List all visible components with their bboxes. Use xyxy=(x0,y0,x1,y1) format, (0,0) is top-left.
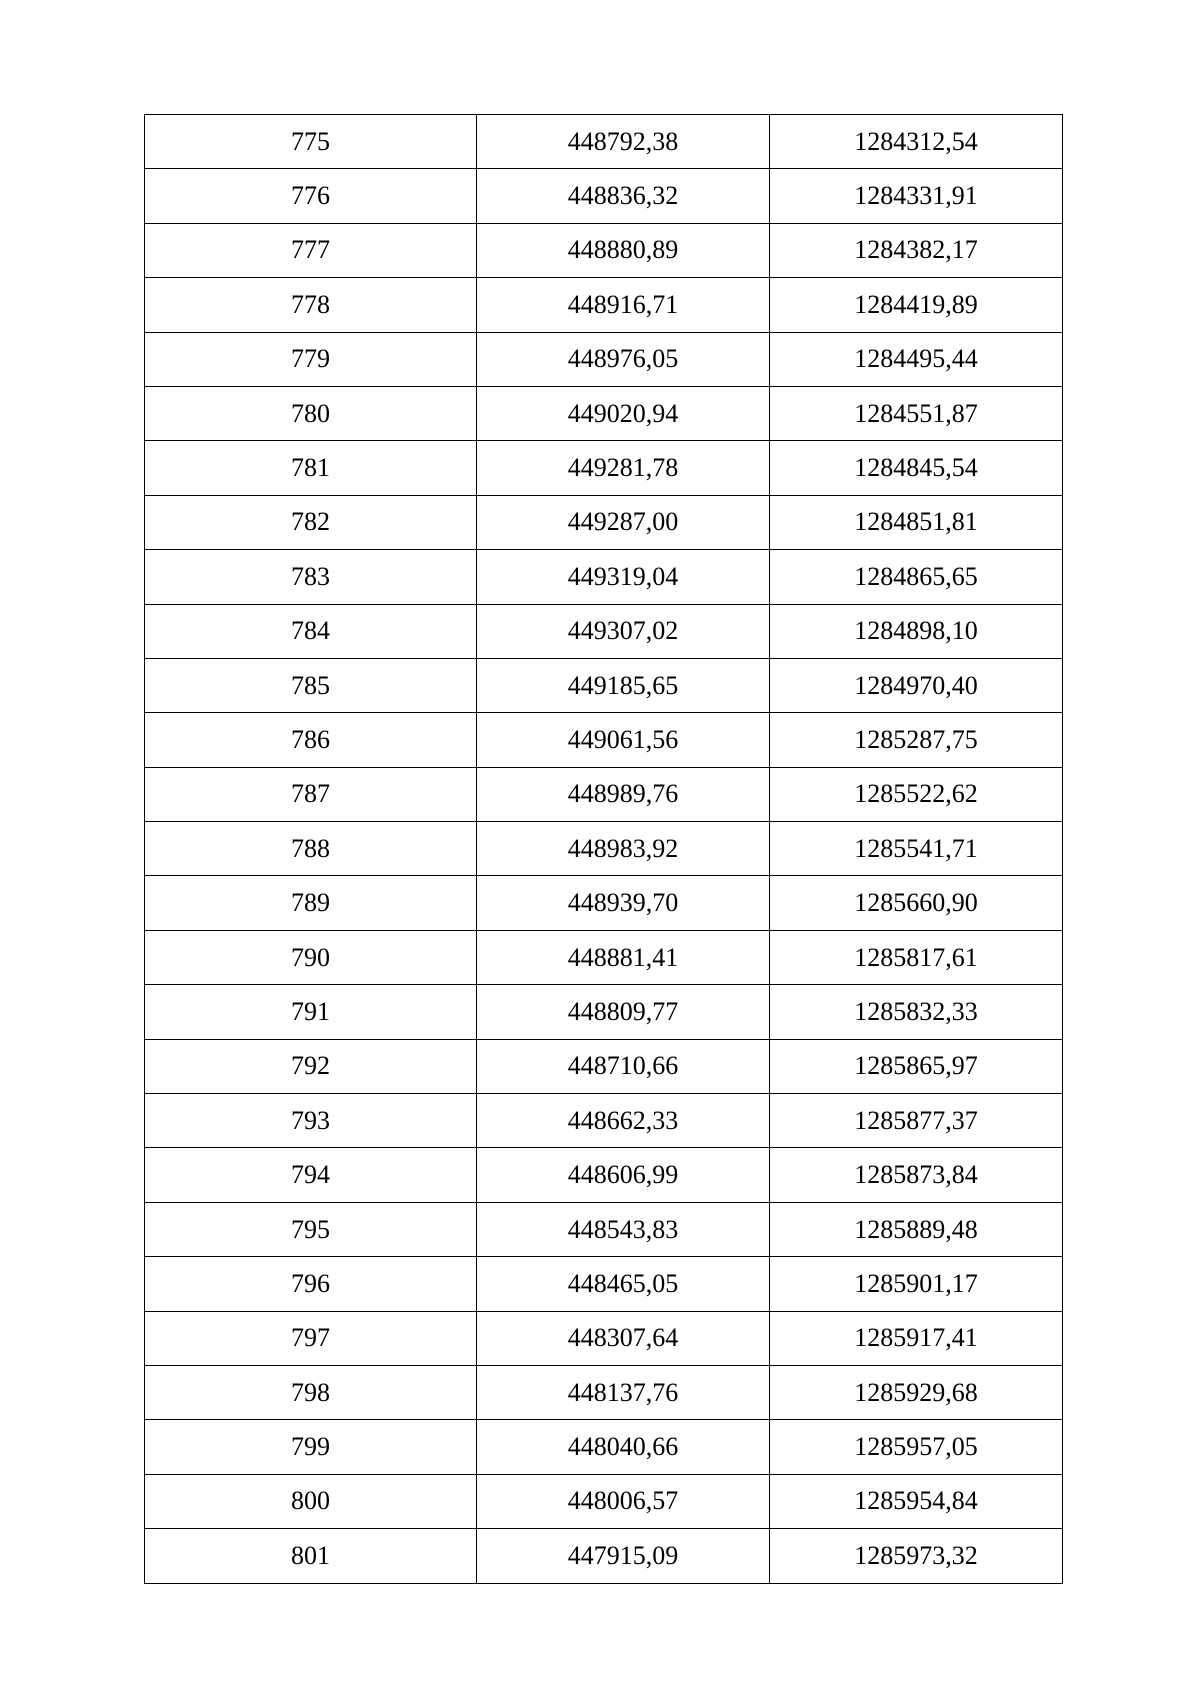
point-number-cell: 789 xyxy=(145,876,477,930)
table-row xyxy=(145,278,1063,332)
x-coordinate-cell: 449307,02 xyxy=(477,604,770,658)
point-number-cell: 797 xyxy=(145,1311,477,1365)
point-number-cell: 778 xyxy=(145,278,477,332)
point-number-cell: 777 xyxy=(145,223,477,277)
x-coordinate-cell: 448006,57 xyxy=(477,1474,770,1528)
table-row xyxy=(145,658,1063,712)
x-coordinate-cell: 448543,83 xyxy=(477,1202,770,1256)
point-number-cell: 787 xyxy=(145,767,477,821)
x-coordinate-cell: 448710,66 xyxy=(477,1039,770,1093)
y-coordinate-cell: 1285954,84 xyxy=(770,1474,1063,1528)
x-coordinate-cell: 448976,05 xyxy=(477,332,770,386)
table-row xyxy=(145,550,1063,604)
table-row xyxy=(145,1311,1063,1365)
y-coordinate-cell: 1285287,75 xyxy=(770,713,1063,767)
table-row xyxy=(145,115,1063,169)
y-coordinate-cell: 1285877,37 xyxy=(770,1094,1063,1148)
table-row xyxy=(145,1257,1063,1311)
table-row xyxy=(145,822,1063,876)
y-coordinate-cell: 1285817,61 xyxy=(770,930,1063,984)
y-coordinate-cell: 1285865,97 xyxy=(770,1039,1063,1093)
point-number-cell: 800 xyxy=(145,1474,477,1528)
x-coordinate-cell: 449061,56 xyxy=(477,713,770,767)
table-row xyxy=(145,1039,1063,1093)
point-number-cell: 782 xyxy=(145,495,477,549)
point-number-cell: 795 xyxy=(145,1202,477,1256)
table-row xyxy=(145,876,1063,930)
y-coordinate-cell: 1284898,10 xyxy=(770,604,1063,658)
point-number-cell: 792 xyxy=(145,1039,477,1093)
x-coordinate-cell: 448916,71 xyxy=(477,278,770,332)
y-coordinate-cell: 1285889,48 xyxy=(770,1202,1063,1256)
y-coordinate-cell: 1284845,54 xyxy=(770,441,1063,495)
point-number-cell: 801 xyxy=(145,1529,477,1583)
point-number-cell: 788 xyxy=(145,822,477,876)
x-coordinate-cell: 448792,38 xyxy=(477,115,770,169)
y-coordinate-cell: 1284382,17 xyxy=(770,223,1063,277)
point-number-cell: 790 xyxy=(145,930,477,984)
x-coordinate-cell: 449020,94 xyxy=(477,386,770,440)
table-row xyxy=(145,985,1063,1039)
y-coordinate-cell: 1284851,81 xyxy=(770,495,1063,549)
y-coordinate-cell: 1284419,89 xyxy=(770,278,1063,332)
x-coordinate-cell: 449287,00 xyxy=(477,495,770,549)
table-row xyxy=(145,332,1063,386)
x-coordinate-cell: 448836,32 xyxy=(477,169,770,223)
y-coordinate-cell: 1285901,17 xyxy=(770,1257,1063,1311)
x-coordinate-cell: 448307,64 xyxy=(477,1311,770,1365)
y-coordinate-cell: 1284312,54 xyxy=(770,115,1063,169)
point-number-cell: 781 xyxy=(145,441,477,495)
y-coordinate-cell: 1284970,40 xyxy=(770,658,1063,712)
y-coordinate-cell: 1284865,65 xyxy=(770,550,1063,604)
y-coordinate-cell: 1285929,68 xyxy=(770,1365,1063,1419)
y-coordinate-cell: 1285832,33 xyxy=(770,985,1063,1039)
point-number-cell: 780 xyxy=(145,386,477,440)
coordinates-table xyxy=(144,114,1063,1584)
table-row xyxy=(145,1474,1063,1528)
y-coordinate-cell: 1284495,44 xyxy=(770,332,1063,386)
table-row xyxy=(145,604,1063,658)
table-row xyxy=(145,1420,1063,1474)
x-coordinate-cell: 448809,77 xyxy=(477,985,770,1039)
x-coordinate-cell: 449281,78 xyxy=(477,441,770,495)
x-coordinate-cell: 449185,65 xyxy=(477,658,770,712)
point-number-cell: 798 xyxy=(145,1365,477,1419)
x-coordinate-cell: 449319,04 xyxy=(477,550,770,604)
x-coordinate-cell: 448137,76 xyxy=(477,1365,770,1419)
y-coordinate-cell: 1285917,41 xyxy=(770,1311,1063,1365)
table-row xyxy=(145,1365,1063,1419)
x-coordinate-cell: 448989,76 xyxy=(477,767,770,821)
x-coordinate-cell: 448662,33 xyxy=(477,1094,770,1148)
point-number-cell: 775 xyxy=(145,115,477,169)
table-row xyxy=(145,1094,1063,1148)
point-number-cell: 793 xyxy=(145,1094,477,1148)
x-coordinate-cell: 447915,09 xyxy=(477,1529,770,1583)
point-number-cell: 786 xyxy=(145,713,477,767)
x-coordinate-cell: 448606,99 xyxy=(477,1148,770,1202)
table-row xyxy=(145,441,1063,495)
coordinates-table-body xyxy=(145,115,1063,1584)
x-coordinate-cell: 448939,70 xyxy=(477,876,770,930)
point-number-cell: 791 xyxy=(145,985,477,1039)
table-row xyxy=(145,930,1063,984)
x-coordinate-cell: 448881,41 xyxy=(477,930,770,984)
table-row xyxy=(145,1148,1063,1202)
table-row xyxy=(145,1202,1063,1256)
table-row xyxy=(145,386,1063,440)
y-coordinate-cell: 1285541,71 xyxy=(770,822,1063,876)
y-coordinate-cell: 1284331,91 xyxy=(770,169,1063,223)
point-number-cell: 783 xyxy=(145,550,477,604)
y-coordinate-cell: 1285973,32 xyxy=(770,1529,1063,1583)
point-number-cell: 779 xyxy=(145,332,477,386)
y-coordinate-cell: 1284551,87 xyxy=(770,386,1063,440)
y-coordinate-cell: 1285522,62 xyxy=(770,767,1063,821)
point-number-cell: 784 xyxy=(145,604,477,658)
point-number-cell: 794 xyxy=(145,1148,477,1202)
table-row xyxy=(145,1529,1063,1583)
point-number-cell: 796 xyxy=(145,1257,477,1311)
table-row xyxy=(145,169,1063,223)
point-number-cell: 799 xyxy=(145,1420,477,1474)
x-coordinate-cell: 448983,92 xyxy=(477,822,770,876)
table-row xyxy=(145,767,1063,821)
x-coordinate-cell: 448040,66 xyxy=(477,1420,770,1474)
point-number-cell: 785 xyxy=(145,658,477,712)
y-coordinate-cell: 1285660,90 xyxy=(770,876,1063,930)
point-number-cell: 776 xyxy=(145,169,477,223)
y-coordinate-cell: 1285957,05 xyxy=(770,1420,1063,1474)
table-row xyxy=(145,495,1063,549)
x-coordinate-cell: 448465,05 xyxy=(477,1257,770,1311)
y-coordinate-cell: 1285873,84 xyxy=(770,1148,1063,1202)
table-row xyxy=(145,223,1063,277)
table-row xyxy=(145,713,1063,767)
x-coordinate-cell: 448880,89 xyxy=(477,223,770,277)
